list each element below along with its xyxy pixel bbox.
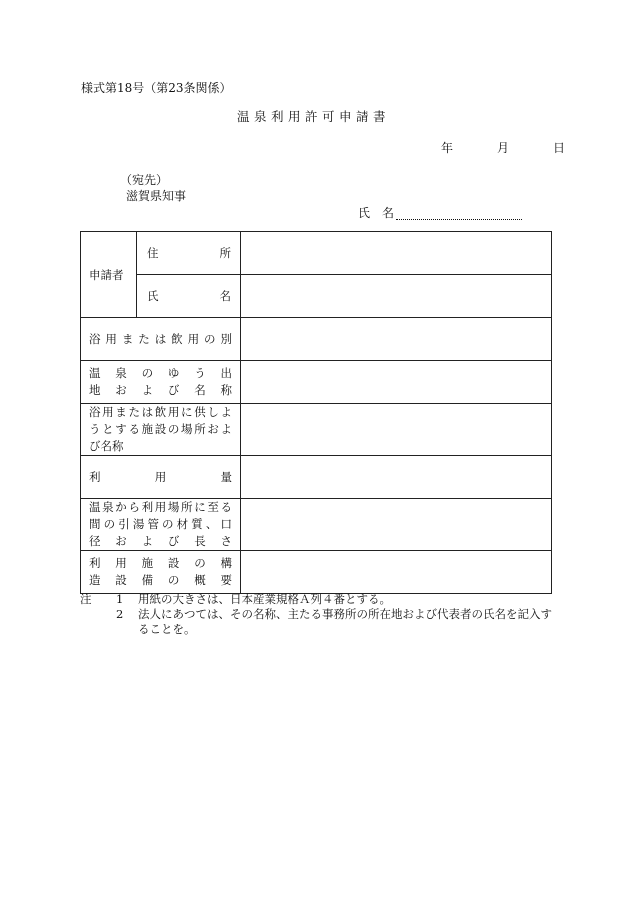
bathing-or-drinking-value-cell[interactable] bbox=[241, 318, 552, 361]
note-item-2 bbox=[80, 607, 560, 637]
signer-name-label: 氏 名 bbox=[358, 206, 395, 220]
spring-source-value-cell[interactable] bbox=[241, 361, 552, 404]
name-value-cell[interactable] bbox=[241, 275, 552, 318]
note-text: 用紙の大きさは、日本産業規格Ａ列４番とする。 bbox=[138, 592, 391, 606]
facility-structure-label: 利用施設の構 造設備の概要 bbox=[81, 551, 241, 594]
table-row-usage-amount bbox=[81, 456, 552, 499]
name-label: 氏名 bbox=[137, 275, 241, 318]
application-table bbox=[80, 231, 552, 594]
note-number: 1 bbox=[116, 592, 124, 606]
note-text: 法人にあつては、その名称、主たる事務所の所在地および代表者の氏名を記入することを。 bbox=[138, 607, 552, 636]
address-label: 住所 bbox=[137, 232, 241, 275]
facility-location-label: 浴用または飲用に供しよ うとする施設の場所およ び名称 bbox=[81, 404, 241, 456]
addressee: 滋賀県知事 bbox=[126, 189, 187, 203]
note-item-1 bbox=[80, 592, 560, 607]
spring-source-label: 温泉のゆう出 地および名称 bbox=[81, 361, 241, 404]
date-month: 月 bbox=[497, 141, 510, 155]
table-row-address bbox=[81, 232, 552, 275]
table-row-facility-location bbox=[81, 404, 552, 456]
table-row-facility-structure bbox=[81, 551, 552, 594]
usage-amount-label: 利用量 bbox=[81, 456, 241, 499]
note-number: 2 bbox=[116, 607, 124, 621]
table-row-name bbox=[81, 275, 552, 318]
table-row-bathing-or-drinking bbox=[81, 318, 552, 361]
notes-heading: 注 bbox=[80, 592, 92, 606]
bathing-or-drinking-label: 浴用または飲用の別 bbox=[81, 318, 241, 361]
table-row-spring-source bbox=[81, 361, 552, 404]
addressee-label: （宛先） bbox=[120, 173, 169, 187]
applicant-label: 申請者 bbox=[81, 232, 137, 318]
document-title: 温泉利用許可申請書 bbox=[237, 109, 391, 124]
pipe-details-label: 温泉から利用場所に至る 間の引湯管の材質、口 径および長さ bbox=[81, 499, 241, 551]
notes-section bbox=[80, 592, 560, 637]
date-day: 日 bbox=[553, 141, 566, 155]
facility-structure-value-cell[interactable] bbox=[241, 551, 552, 594]
date-year: 年 bbox=[441, 141, 454, 155]
date-line bbox=[441, 141, 565, 155]
address-value-cell[interactable] bbox=[241, 232, 552, 275]
form-number: 様式第18号（第23条関係） bbox=[81, 81, 232, 95]
facility-location-value-cell[interactable] bbox=[241, 404, 552, 456]
pipe-details-value-cell[interactable] bbox=[241, 499, 552, 551]
table-row-pipe-details bbox=[81, 499, 552, 551]
signer-name-line[interactable] bbox=[396, 207, 522, 220]
usage-amount-value-cell[interactable] bbox=[241, 456, 552, 499]
signer-name-field[interactable] bbox=[358, 206, 522, 220]
